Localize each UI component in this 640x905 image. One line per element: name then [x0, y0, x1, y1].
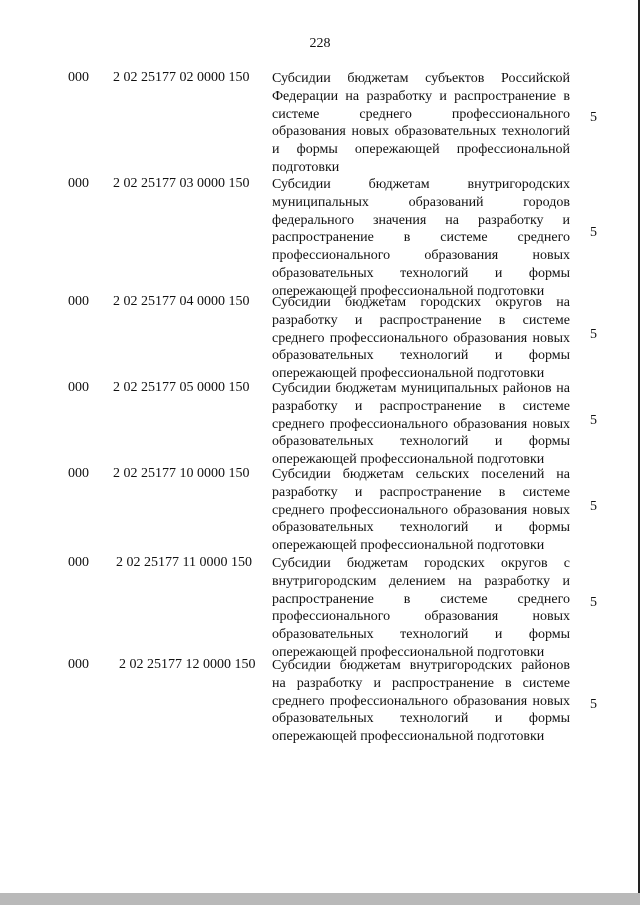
kbk-code: 2 02 25177 10 0000 150 — [113, 466, 250, 481]
amount: 5 — [590, 327, 597, 342]
scan-bottom-edge — [0, 893, 640, 905]
revenue-name: Субсидии бюджетам субъектов Российской Федерации на разработку и распространение в системе среднего профессионального образования новых образовательных технологий и формы опережающей профессиональной подготовки — [272, 71, 570, 175]
kbk-code: 2 02 25177 04 0000 150 — [113, 294, 250, 309]
revenue-name: Субсидии бюджетам внутригородских муниципальных образований городов федерального значения на разработку и распространение в системе среднего профессионального образования новых образовательных технологий и формы опережающей профессиональной подготовки — [272, 177, 570, 299]
admin-code: 000 — [68, 70, 89, 85]
revenue-name: Субсидии бюджетам муниципальных районов на разработку и распространение в системе среднего профессионального образования новых образовательных технологий и формы опережающей профессиональной подготовки — [272, 381, 570, 468]
revenue-name: Субсидии бюджетам сельских поселений на разработку и распространение в системе среднего профессионального образования новых образовательных технологий и формы опережающей профессиональной подготовки — [272, 467, 570, 554]
kbk-code: 2 02 25177 11 0000 150 — [116, 555, 252, 570]
admin-code: 000 — [68, 555, 89, 570]
kbk-code: 2 02 25177 02 0000 150 — [113, 70, 250, 85]
admin-code: 000 — [68, 294, 89, 309]
admin-code: 000 — [68, 380, 89, 395]
admin-code: 000 — [68, 466, 89, 481]
amount: 5 — [590, 225, 597, 240]
revenue-name: Субсидии бюджетам городских округов с внутригородским делением на разработку и распространение в системе среднего профессионального образования новых образовательных технологий и формы опережающей профессиональной подготовки — [272, 556, 570, 660]
admin-code: 000 — [68, 176, 89, 191]
kbk-code: 2 02 25177 03 0000 150 — [113, 176, 250, 191]
admin-code: 000 — [68, 657, 89, 672]
revenue-name: Субсидии бюджетам внутригородских районов на разработку и распространение в системе среднего профессионального образования новых образовательных технологий и формы опережающей профессиональной подготовки — [272, 658, 570, 745]
amount: 5 — [590, 697, 597, 712]
amount: 5 — [590, 413, 597, 428]
amount: 5 — [590, 499, 597, 514]
revenue-name: Субсидии бюджетам городских округов на разработку и распространение в системе среднего профессионального образования новых образовательных технологий и формы опережающей профессиональной подготовки — [272, 295, 570, 382]
amount: 5 — [590, 110, 597, 125]
kbk-code: 2 02 25177 12 0000 150 — [119, 657, 256, 672]
page-number: 228 — [309, 36, 331, 51]
kbk-code: 2 02 25177 05 0000 150 — [113, 380, 250, 395]
amount: 5 — [590, 595, 597, 610]
